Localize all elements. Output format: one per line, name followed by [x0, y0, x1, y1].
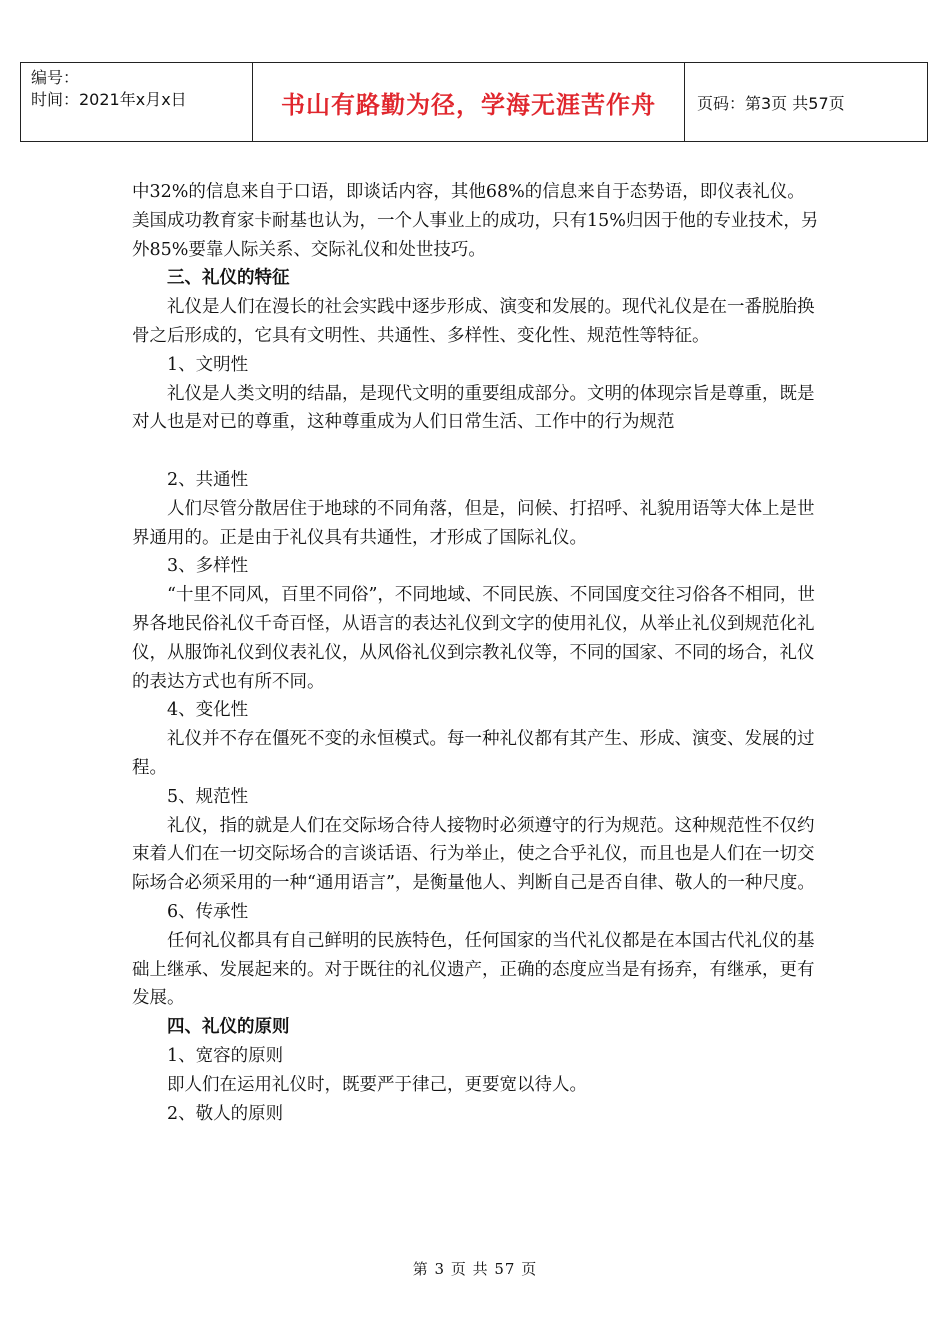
subsection-heading: 1、文明性 [167, 354, 249, 375]
page-footer: 第 3 页 共 57 页 [412, 1260, 538, 1278]
paragraph: “十里不同风，百里不同俗”，不同地域、不同民族、不同国度交往习俗各不相同，世界各地民俗礼仪千奇百怪，从语言的表达礼仪到文字的使用礼仪，从举止礼仪到规范化礼仪，从服饰礼仪到仪表礼仪，从风俗礼仪到宗教礼仪等，不同的国家、不同的场合，礼仪的表达方式也有所不同。 [132, 585, 815, 692]
subsection-heading: 2、敬人的原则 [167, 1103, 284, 1124]
document-body [132, 178, 822, 1128]
paragraph: 人们尽管分散居住于地球的不同角落，但是，问候、打招呼、礼貌用语等大体上是世界通用的。正是由于礼仪具有共通性，才形成了国际礼仪。 [132, 498, 815, 548]
subsection-heading: 3、多样性 [167, 556, 249, 577]
header-page-cell [685, 63, 927, 141]
section-heading: 三、礼仪的特征 [167, 268, 290, 289]
motto-text: 书山有路勤为径，学海无涯苦作舟 [281, 90, 656, 119]
section-heading: 四、礼仪的原则 [167, 1017, 290, 1038]
subsection-heading: 5、规范性 [167, 786, 249, 807]
paragraph: 任何礼仪都具有自己鲜明的民族特色，任何国家的当代礼仪都是在本国古代礼仪的基础上继承、发展起来的。对于既往的礼仪遗产，正确的态度应当是有扬弃，有继承，更有发展。 [132, 930, 815, 1009]
time-label: 时间：2021年x月x日 [31, 90, 187, 109]
page-info: 页码：第3页 共57页 [697, 93, 845, 113]
paragraph: 礼仪并不存在僵死不变的永恒模式。每一种礼仪都有其产生、形成、演变、发展的过程。 [132, 729, 815, 778]
subsection-heading: 1、宽容的原则 [167, 1045, 284, 1066]
code-label: 编号： [31, 68, 80, 87]
subsection-heading: 6、传承性 [167, 901, 249, 922]
subsection-heading: 4、变化性 [167, 700, 249, 721]
paragraph: 礼仪，指的就是人们在交际场合待人接物时必须遵守的行为规范。这种规范性不仅约束着人们在一切交际场合的言谈话语、行为举止，使之合乎礼仪，而且也是人们在一切交际场合必须采用的一种“通用语言”，是衡量他人、判断自己是否自律、敬人的一种尺度。 [132, 815, 815, 894]
header-meta-cell [21, 63, 253, 141]
header-motto-cell [253, 63, 685, 141]
paragraph: 中32%的信息来自于口语，即谈话内容，其他68%的信息来自于态势语，即仪表礼仪。美国成功教育家卡耐基也认为，一个人事业上的成功，只有15%归因于他的专业技术，另外85%要靠人际关系、交际礼仪和处世技巧。 [132, 182, 819, 260]
subsection-heading: 2、共通性 [167, 469, 249, 490]
paragraph: 礼仪是人们在漫长的社会实践中逐步形成、演变和发展的。现代礼仪是在一番脱胎换骨之后形成的，它具有文明性、共通性、多样性、变化性、规范性等特征。 [132, 297, 815, 346]
header-table [20, 62, 928, 142]
paragraph: 即人们在运用礼仪时，既要严于律己，更要宽以待人。 [167, 1074, 587, 1095]
paragraph: 礼仪是人类文明的结晶，是现代文明的重要组成部分。文明的体现宗旨是尊重，既是对人也是对已的尊重，这种尊重成为人们日常生活、工作中的行为规范 [132, 383, 815, 433]
blank-line [132, 437, 822, 466]
